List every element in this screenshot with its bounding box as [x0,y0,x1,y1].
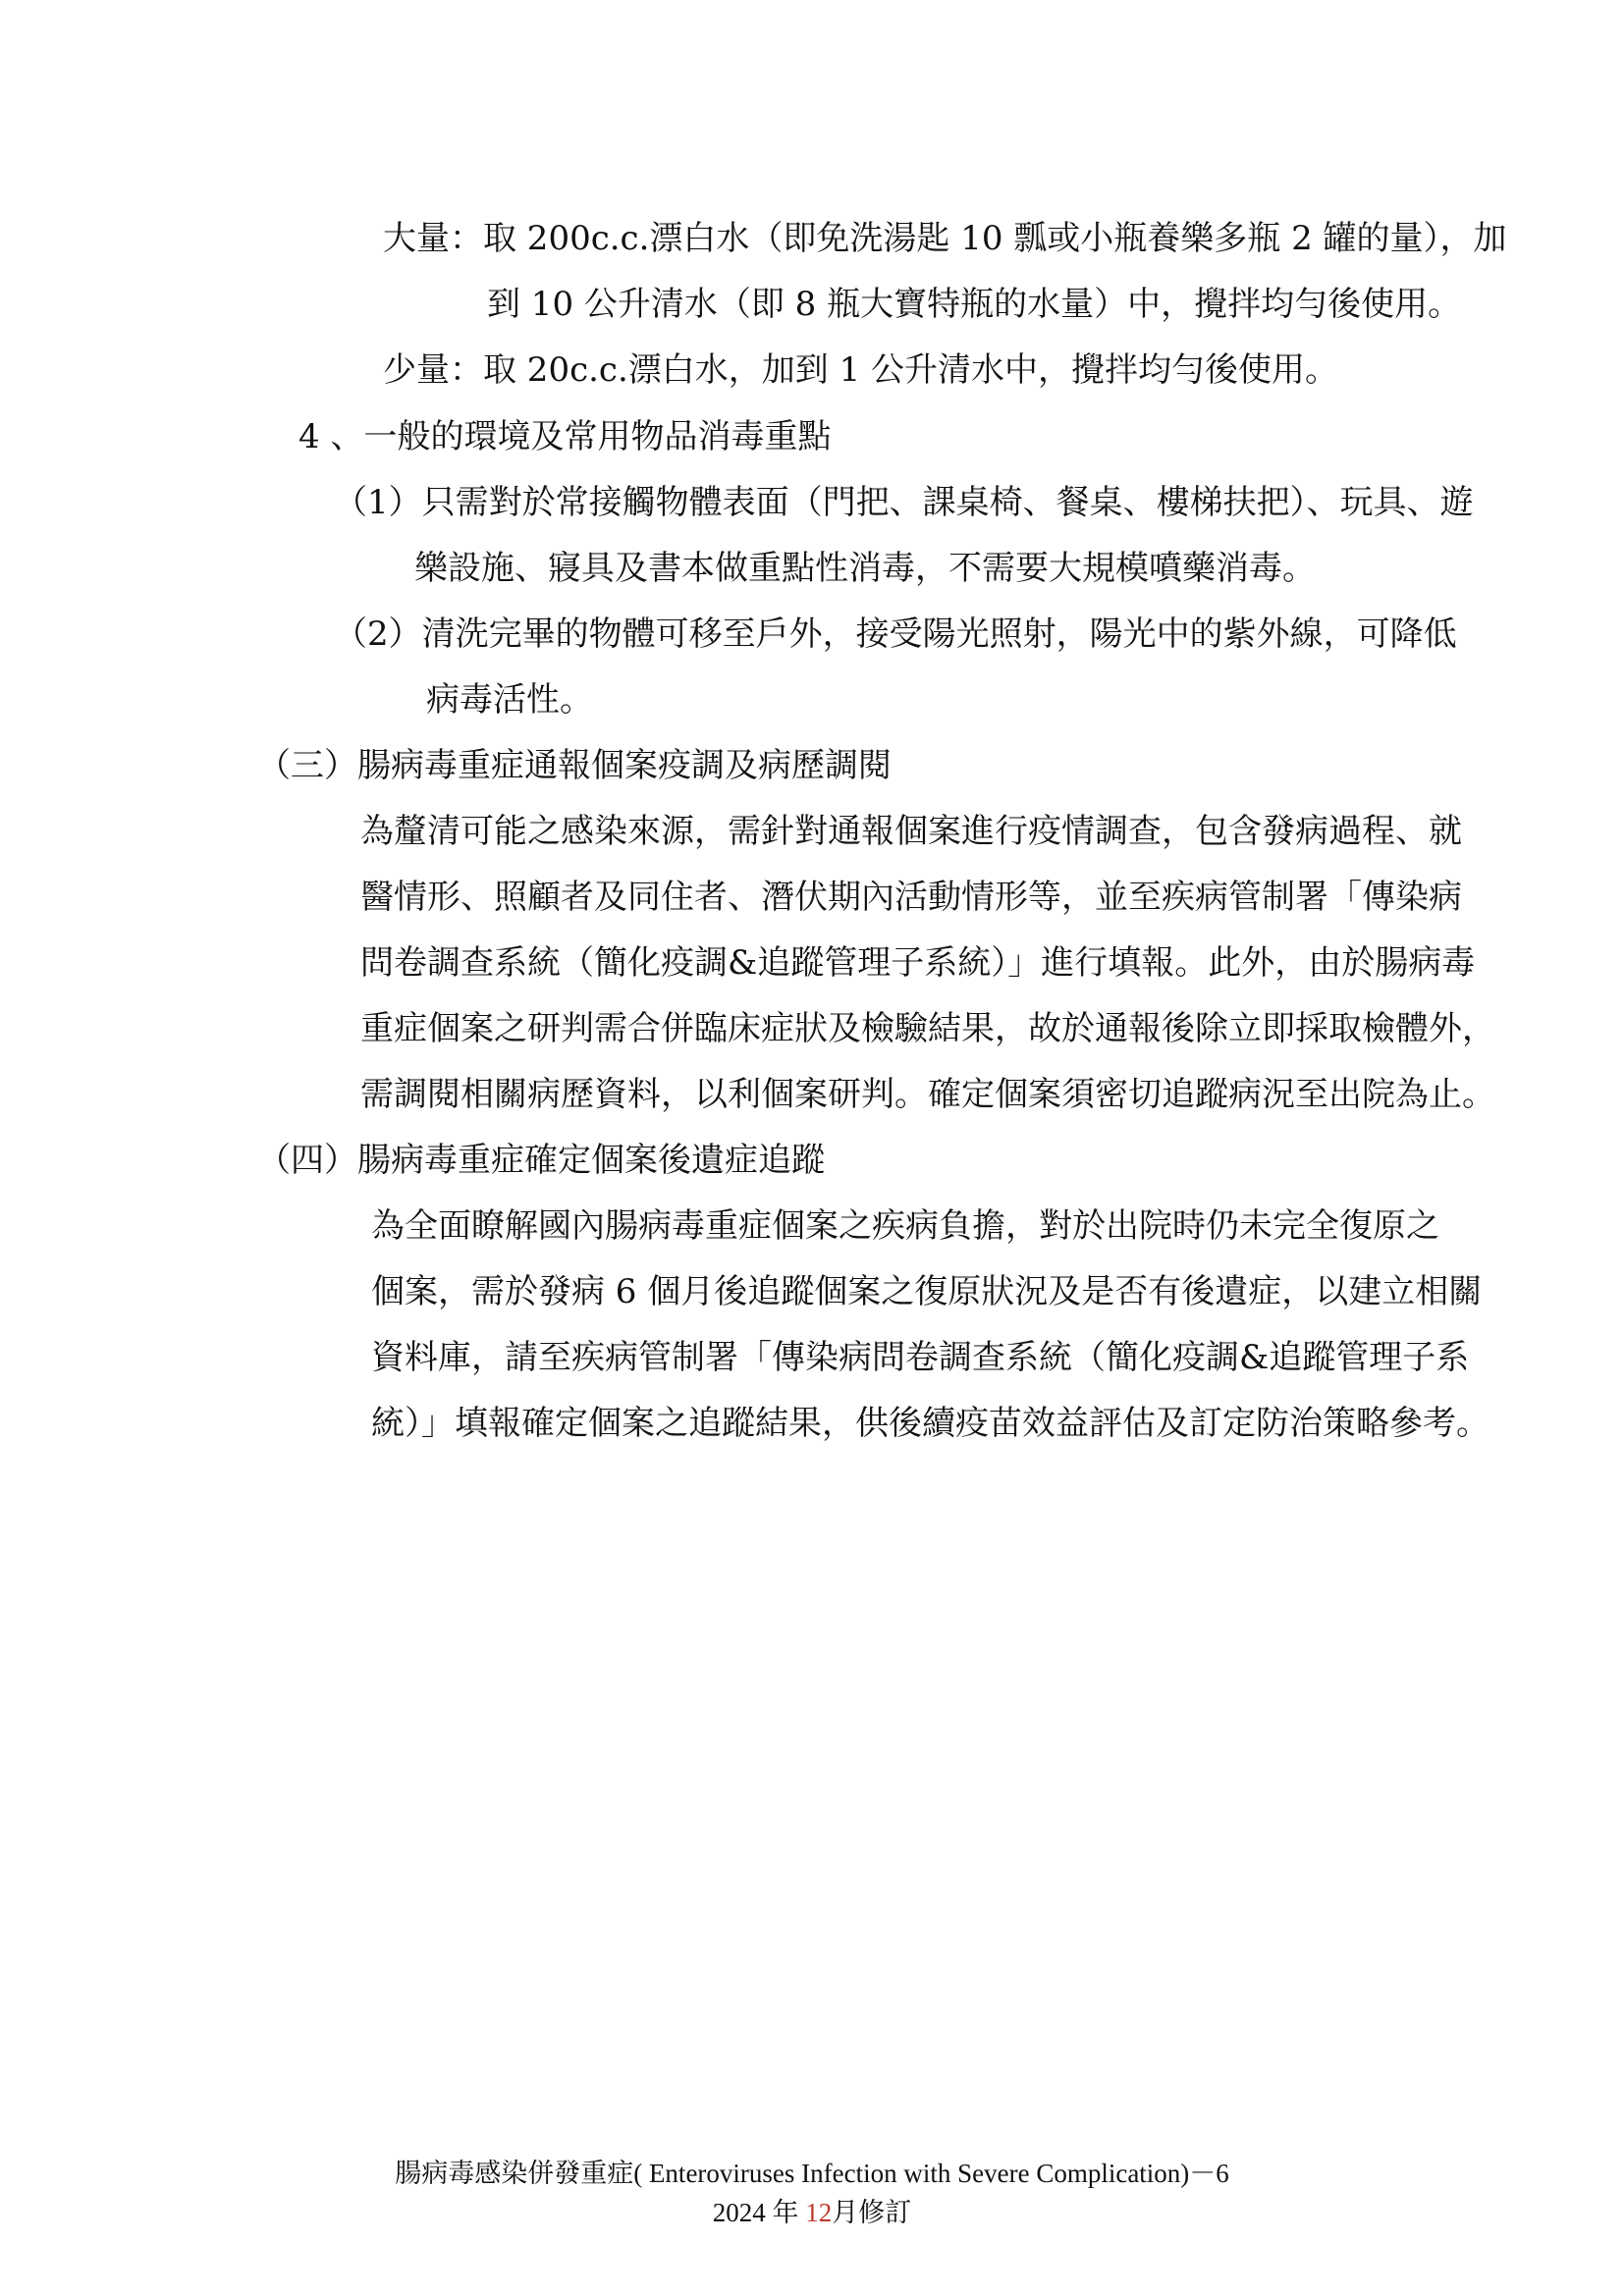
footer-title: 腸病毒感染併發重症( Enteroviruses Infection with Severe Complication)－6 [395,2159,1229,2188]
footer-month-suffix: 月修訂 [832,2198,912,2227]
section-three-para-line: 需調閱相關病歷資料，以利個案研判。確定個案須密切追蹤病況至出院為止。 [360,1075,1495,1114]
item4-title: 4 、一般的環境及常用物品消毒重點 [298,417,832,456]
item4-2-line-b: 病毒活性。 [426,680,593,720]
section-four-para-line: 統）」填報確定個案之追蹤結果，供後續疫苗效益評估及訂定防治策略參考。 [371,1404,1489,1443]
section-three-para-line: 問卷調查系統（簡化疫調&追蹤管理子系統）」進行填報。此外，由於腸病毒 [360,943,1476,983]
section-three-para-line: 醫情形、照顧者及同住者、潛伏期內活動情形等，並至疾病管制署「傳染病 [360,878,1462,917]
disinfect-small-line: 少量：取 20c.c.漂白水，加到 1 公升清水中，攪拌均勻後使用。 [383,350,1339,390]
section-four-para-line: 個案，需於發病 6 個月後追蹤個案之復原狀況及是否有後遺症，以建立相關 [371,1272,1483,1311]
footer-revision [0,2191,1624,2229]
item4-1-line-b: 樂設施、寢具及書本做重點性消毒，不需要大規模噴藥消毒。 [414,549,1316,588]
item4-2-line-a: （2）清洗完畢的物體可移至戶外，接受陽光照射，陽光中的紫外線，可降低 [334,614,1457,654]
footer-month: 12 [805,2198,833,2227]
disinfect-large-line-1: 大量：取 200c.c.漂白水（即免洗湯匙 10 瓢或小瓶養樂多瓶 2 罐的量），加 [383,219,1507,258]
section-three-heading: （三）腸病毒重症通報個案疫調及病歷調閱 [257,746,892,785]
footer-year: 2024 年 [712,2198,799,2227]
item4-1-line-a: （1）只需對於常接觸物體表面（門把、課桌椅、餐桌、樓梯扶把）、玩具、遊 [334,483,1474,522]
section-four-para-line: 資料庫，請至疾病管制署「傳染病問卷調查系統（簡化疫調&追蹤管理子系 [371,1338,1470,1377]
section-four-para-line: 為全面瞭解國內腸病毒重症個案之疾病負擔，對於出院時仍未完全復原之 [371,1206,1439,1246]
section-four-heading: （四）腸病毒重症確定個案後遺症追蹤 [257,1141,825,1180]
section-three-para-line: 為釐清可能之感染來源，需針對通報個案進行疫情調查，包含發病過程、就 [360,812,1462,851]
disinfect-large-line-2: 到 10 公升清水（即 8 瓶大寶特瓶的水量）中，攪拌均勻後使用。 [487,285,1462,324]
section-three-para-line: 重症個案之研判需合併臨床症狀及檢驗結果，故於通報後除立即採取檢體外， [360,1009,1495,1048]
